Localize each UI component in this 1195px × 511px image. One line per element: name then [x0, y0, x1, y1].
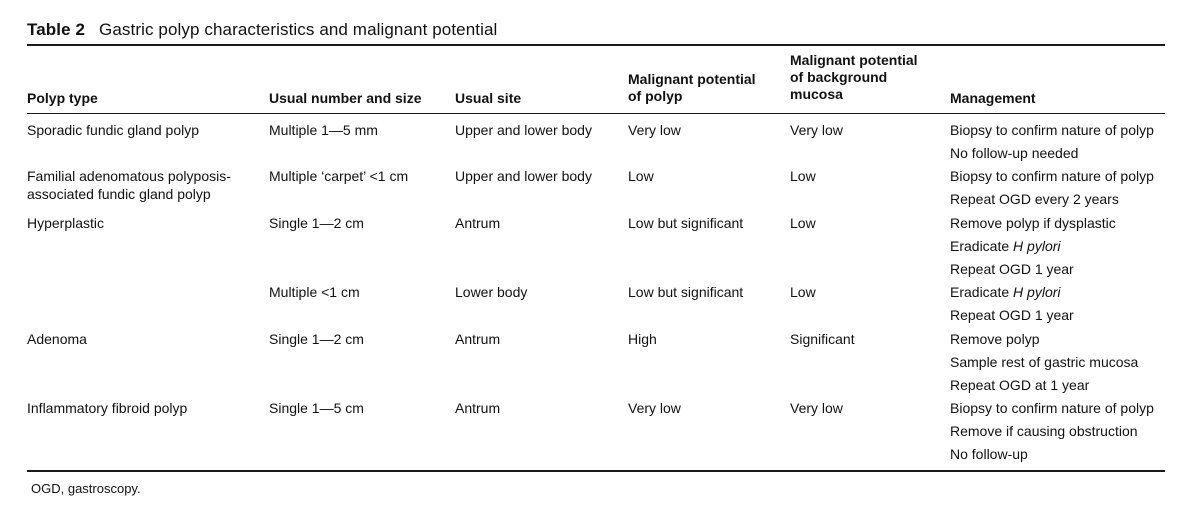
table-row-5-management — [950, 328, 1138, 397]
cell-text: Biopsy to confirm nature of polyp — [950, 400, 1154, 416]
header-malignant-mucosa-line: Malignant potential — [790, 52, 918, 68]
header-malignant-polyp — [628, 71, 756, 105]
table-label: Table 2 — [27, 20, 86, 39]
cell-text — [950, 235, 1116, 258]
cell-text: Sporadic fundic gland polyp — [27, 122, 200, 138]
table-footnote: OGD, gastroscopy. — [31, 481, 141, 496]
cell-text: Familial adenomatous polyposis- — [27, 168, 231, 184]
table-row-2-type — [27, 167, 231, 203]
table-row-4-malignant-mucosa: Low — [790, 284, 816, 300]
header-management — [950, 90, 1036, 107]
table-row-4-management — [950, 281, 1074, 327]
table-row-5-type — [27, 328, 87, 351]
table-row-1-management — [950, 119, 1154, 165]
header-polyp-type — [27, 90, 98, 107]
cell-text: Repeat OGD 1 year — [950, 261, 1074, 277]
table-row-1-malignant-mucosa: Very low — [790, 122, 843, 138]
table-row-6-site: Antrum — [455, 400, 501, 416]
document-table-page — [27, 0, 1165, 511]
table-row-3-management — [950, 212, 1116, 281]
table-row-1-site: Upper and lower body — [455, 122, 592, 138]
cell-text: associated fundic gland polyp — [27, 186, 211, 202]
cell-text: Sample rest of gastric mucosa — [950, 354, 1139, 370]
table-header-rule — [27, 113, 1165, 114]
table-row-1-type — [27, 119, 199, 142]
cell-text: Biopsy to confirm nature of polyp — [950, 122, 1154, 138]
cell-text: No follow-up — [950, 446, 1028, 462]
table-row-6-malignant-polyp: Very low — [628, 400, 681, 416]
cell-text: No follow-up needed — [950, 145, 1079, 161]
table-row-3-malignant-mucosa: Low — [790, 215, 816, 231]
table-caption — [27, 20, 497, 40]
table-bottom-rule — [27, 470, 1165, 472]
table-row-3-malignant-polyp: Low but significant — [628, 215, 744, 231]
cell-text: Repeat OGD every 2 years — [950, 191, 1119, 207]
cell-text: Biopsy to confirm nature of polyp — [950, 168, 1154, 184]
table-row-1-size: Multiple 1—5 mm — [269, 122, 378, 138]
header-polyp-type-text: Polyp type — [27, 90, 98, 106]
table-row-2-site: Upper and lower body — [455, 168, 592, 184]
cell-text: Remove polyp — [950, 331, 1040, 347]
table-row-6-type — [27, 397, 187, 420]
header-site-text: Usual site — [455, 90, 522, 106]
cell-text: Hyperplastic — [27, 215, 105, 231]
cell-text: Adenoma — [27, 331, 87, 347]
table-row-1-malignant-polyp: Very low — [628, 122, 681, 138]
cell-text-italic: H pylori — [1013, 284, 1061, 300]
table-row-3-site: Antrum — [455, 215, 501, 231]
header-malignant-mucosa-line: mucosa — [790, 86, 843, 102]
header-malignant-polyp-line: of polyp — [628, 88, 683, 104]
table-row-6-malignant-mucosa: Very low — [790, 400, 843, 416]
header-number-size-text: Usual number and size — [269, 90, 422, 106]
table-row-4-malignant-polyp: Low but significant — [628, 284, 744, 300]
table-title: Gastric polyp characteristics and malignant potential — [99, 20, 498, 39]
table-row-5-malignant-mucosa: Significant — [790, 331, 855, 347]
table-row-2-malignant-polyp: Low — [628, 168, 654, 184]
table-row-3-size: Single 1—2 cm — [269, 215, 364, 231]
cell-text — [950, 281, 1074, 304]
table-row-4-site: Lower body — [455, 284, 528, 300]
table-top-rule — [27, 44, 1165, 46]
header-management-text: Management — [950, 90, 1036, 106]
table-row-2-size: Multiple ‘carpet’ <1 cm — [269, 168, 409, 184]
header-malignant-polyp-line: Malignant potential — [628, 71, 756, 87]
header-number-size — [269, 90, 421, 107]
table-row-6-management — [950, 397, 1154, 466]
table-row-2-management — [950, 165, 1154, 211]
cell-text: Remove polyp if dysplastic — [950, 215, 1116, 231]
table-row-5-size: Single 1—2 cm — [269, 331, 364, 347]
cell-text-italic: H pylori — [1013, 238, 1061, 254]
header-malignant-mucosa — [790, 52, 918, 103]
table-row-4-size: Multiple <1 cm — [269, 284, 360, 300]
table-row-6-size: Single 1—5 cm — [269, 400, 364, 416]
cell-text: Inflammatory fibroid polyp — [27, 400, 188, 416]
cell-text: Repeat OGD at 1 year — [950, 377, 1090, 393]
table-row-5-malignant-polyp: High — [628, 331, 657, 347]
table-row-5-site: Antrum — [455, 331, 501, 347]
cell-text: Repeat OGD 1 year — [950, 307, 1074, 323]
table-row-3-type — [27, 212, 104, 235]
cell-text-part: Eradicate — [950, 238, 1010, 254]
cell-text: Remove if causing obstruction — [950, 423, 1138, 439]
cell-text-part: Eradicate — [950, 284, 1010, 300]
header-malignant-mucosa-line: of background — [790, 69, 888, 85]
table-row-2-malignant-mucosa: Low — [790, 168, 816, 184]
header-site — [455, 90, 521, 107]
